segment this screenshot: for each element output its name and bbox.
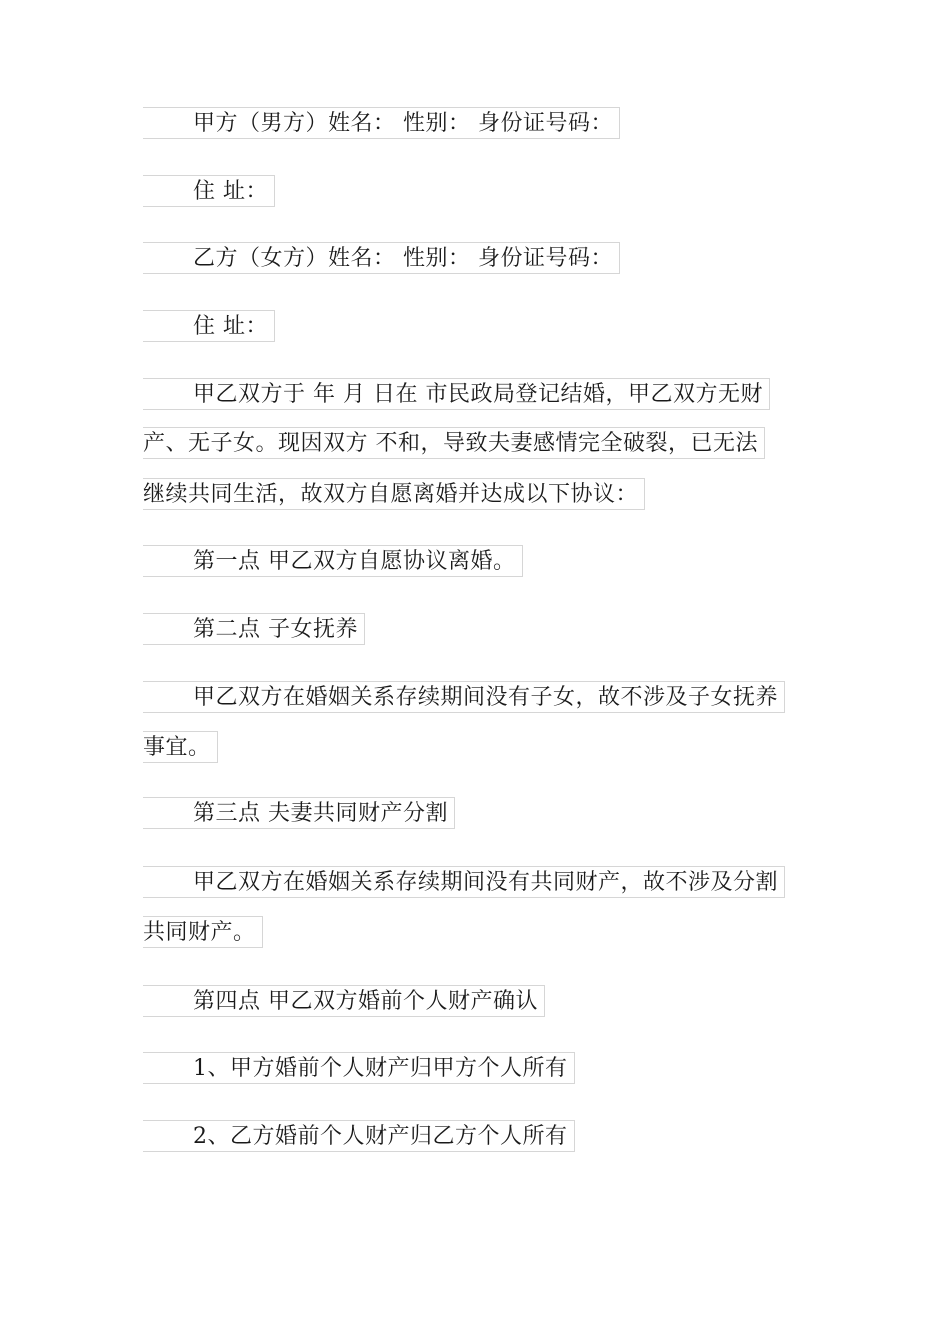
clause-3-heading: 第三点 夫妻共同财产分割 xyxy=(143,797,455,829)
party-b-info-line: 乙方（女方）姓名： 性别： 身份证号码： xyxy=(143,242,620,274)
clause-2-body-line-1: 甲乙双方在婚姻关系存续期间没有子女，故不涉及子女抚养 xyxy=(143,681,785,713)
intro-paragraph-line-3: 继续共同生活，故双方自愿离婚并达成以下协议： xyxy=(143,478,645,510)
party-b-address-line: 住 址： xyxy=(143,310,275,342)
clause-2-body-line-2: 事宜。 xyxy=(143,731,218,763)
clause-4-item-1: 1、甲方婚前个人财产归甲方个人所有 xyxy=(143,1052,575,1084)
party-a-info-line: 甲方（男方）姓名： 性别： 身份证号码： xyxy=(143,107,620,139)
intro-paragraph-line-2: 产、无子女。现因双方 不和，导致夫妻感情完全破裂，已无法 xyxy=(143,427,765,459)
clause-1-heading: 第一点 甲乙双方自愿协议离婚。 xyxy=(143,545,523,577)
clause-2-heading: 第二点 子女抚养 xyxy=(143,613,365,645)
party-a-address-line: 住 址： xyxy=(143,175,275,207)
clause-3-body-line-1: 甲乙双方在婚姻关系存续期间没有共同财产，故不涉及分割 xyxy=(143,866,785,898)
clause-4-item-2: 2、乙方婚前个人财产归乙方个人所有 xyxy=(143,1120,575,1152)
intro-paragraph-line-1: 甲乙双方于 年 月 日在 市民政局登记结婚，甲乙双方无财 xyxy=(143,378,770,410)
clause-4-heading: 第四点 甲乙双方婚前个人财产确认 xyxy=(143,985,545,1017)
clause-3-body-line-2: 共同财产。 xyxy=(143,916,263,948)
